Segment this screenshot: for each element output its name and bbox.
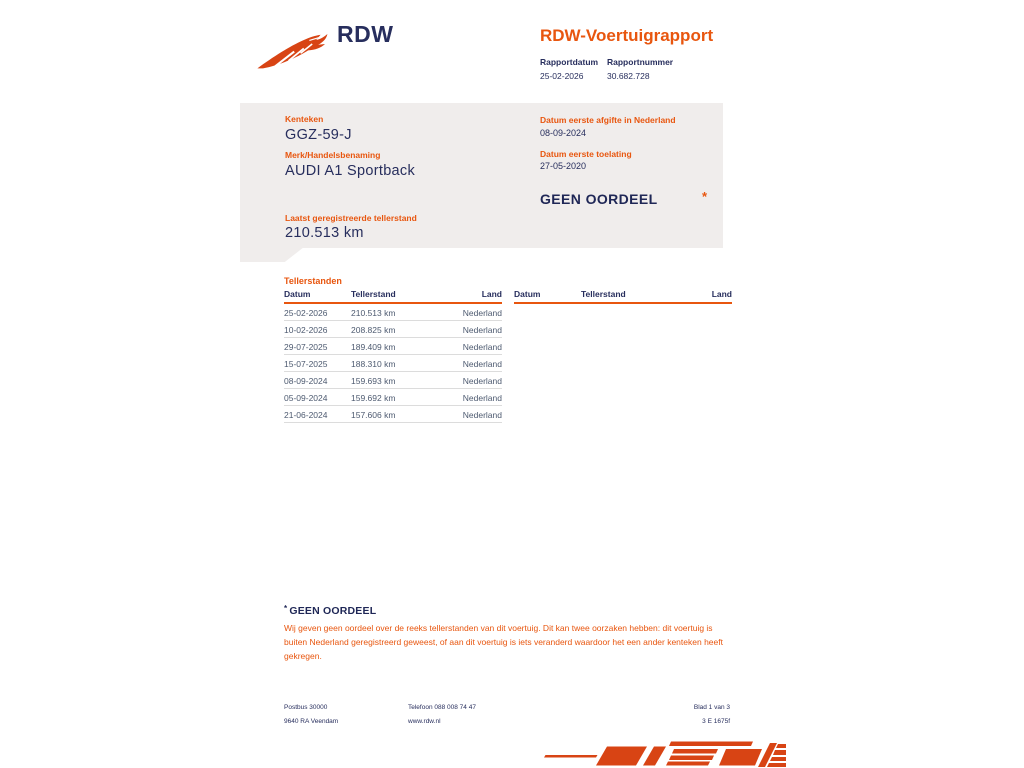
cell-datum: 08-09-2024	[284, 375, 328, 386]
laatste-tellerstand-label: Laatst geregistreerde tellerstand	[285, 213, 417, 223]
laatste-tellerstand-value: 210.513 km	[285, 225, 364, 241]
judgement-text: GEEN OORDEEL	[540, 191, 658, 207]
footer-form-code: 3 E 1675f	[702, 718, 730, 725]
footer-address-line1: Postbus 30000	[284, 704, 328, 711]
cell-tellerstand: 157.606 km	[351, 409, 396, 420]
cell-tellerstand: 188.310 km	[351, 358, 396, 369]
footnote-asterisk: *	[284, 604, 288, 613]
kenteken-label: Kenteken	[285, 114, 324, 124]
odometer-table-left	[284, 289, 502, 423]
cell-land: Nederland	[462, 409, 502, 420]
footer-contact	[408, 701, 476, 729]
cell-land: Nederland	[462, 324, 502, 335]
col-land: Land	[481, 289, 502, 299]
cell-tellerstand: 159.693 km	[351, 375, 396, 386]
footer-address-line2: 9640 RA Veendam	[284, 718, 339, 725]
table-row	[284, 389, 502, 406]
cell-tellerstand: 210.513 km	[351, 307, 396, 318]
table-row	[284, 355, 502, 372]
report-date-label: Rapportdatum	[540, 57, 599, 67]
col-land: Land	[711, 289, 732, 299]
report-date-value: 25-02-2026	[540, 71, 584, 81]
report-number-value: 30.682.728	[607, 71, 650, 81]
eerste-toelating-label: Datum eerste toelating	[540, 149, 632, 159]
cell-datum: 15-07-2025	[284, 358, 328, 369]
cell-tellerstand: 189.409 km	[351, 341, 396, 352]
cell-land: Nederland	[462, 375, 502, 386]
table-body	[284, 304, 502, 423]
footer-website: www.rdw.nl	[408, 718, 441, 725]
report-date-block	[540, 57, 598, 81]
footnote-body: Wij geven geen oordeel over de reeks tellerstanden van dit voertuig. Dit kan twee oorzaken hebben: dit voertuig is buiten Nederland geregistreerd geweest, of aan dit voertuig is iets veranderd waardoor het een ander kenteken heeft gekregen.	[284, 623, 723, 661]
table-row	[284, 406, 502, 423]
merk-label: Merk/Handelsbenaming	[285, 150, 381, 160]
odometer-table-right	[514, 289, 732, 304]
footer-page-indicator: Blad 1 van 3	[693, 704, 730, 711]
cell-tellerstand: 159.692 km	[351, 392, 396, 403]
table-row	[284, 304, 502, 321]
judgement-asterisk: *	[702, 189, 708, 204]
cell-land: Nederland	[462, 307, 502, 318]
summary-box-tail	[240, 247, 304, 262]
cell-tellerstand: 208.825 km	[351, 324, 396, 335]
table-header	[514, 289, 732, 304]
footer-phone: Telefoon 088 008 74 47	[408, 704, 476, 711]
eerste-afgifte-value: 08-09-2024	[540, 128, 587, 138]
cell-datum: 05-09-2024	[284, 392, 328, 403]
cell-datum: 21-06-2024	[284, 409, 328, 420]
table-row	[284, 338, 502, 355]
cell-land: Nederland	[462, 392, 502, 403]
report-number-block	[607, 57, 673, 81]
eerste-toelating-value: 27-05-2020	[540, 161, 587, 171]
footer-address	[284, 701, 338, 729]
rdw-stripes-icon	[544, 740, 786, 768]
col-datum: Datum	[514, 289, 541, 299]
cell-datum: 29-07-2025	[284, 341, 328, 352]
col-tellerstand: Tellerstand	[581, 289, 626, 299]
cell-datum: 25-02-2026	[284, 307, 328, 318]
footnote-title-text: GEEN OORDEEL	[289, 605, 377, 617]
cell-land: Nederland	[462, 341, 502, 352]
cell-datum: 10-02-2026	[284, 324, 328, 335]
col-tellerstand: Tellerstand	[351, 289, 396, 299]
footnote-title	[284, 604, 376, 617]
rdw-feather-icon	[254, 30, 332, 70]
table-row	[284, 321, 502, 338]
kenteken-value: GGZ-59-J	[285, 127, 352, 143]
report-number-label: Rapportnummer	[607, 57, 674, 67]
brand-wordmark: RDW	[337, 21, 394, 47]
footer-page-info	[600, 701, 730, 729]
tellerstanden-section-title: Tellerstanden	[284, 276, 342, 286]
page-title: RDW-Voertuigrapport	[540, 26, 714, 45]
table-row	[284, 372, 502, 389]
cell-land: Nederland	[462, 358, 502, 369]
merk-value: AUDI A1 Sportback	[285, 163, 416, 179]
table-header	[284, 289, 502, 304]
eerste-afgifte-label: Datum eerste afgifte in Nederland	[540, 115, 676, 125]
col-datum: Datum	[284, 289, 311, 299]
